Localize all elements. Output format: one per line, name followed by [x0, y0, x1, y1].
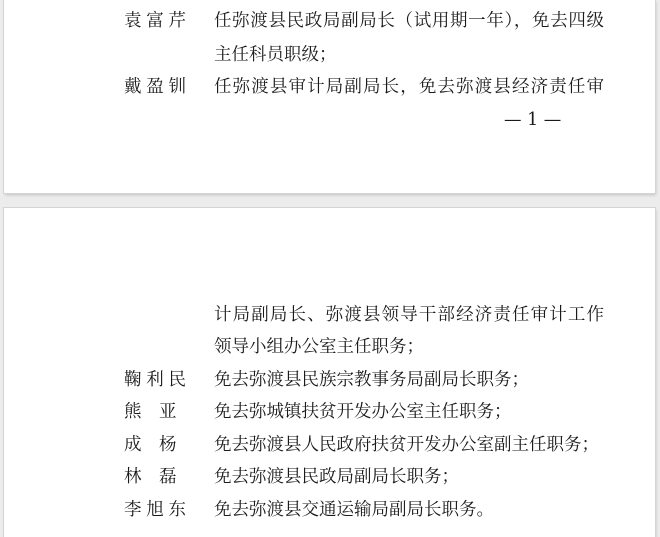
appointment-line: 主任科员职级；	[214, 45, 337, 65]
appointment-line: 任弥渡县民政局副局长（试用期一年），免去四级	[214, 11, 604, 31]
person-name: 戴盈钏	[124, 77, 186, 97]
person-name: 成 杨	[124, 435, 177, 455]
dismissal-line: 免去弥渡县民族宗教事务局副局长职务；	[214, 370, 529, 390]
page-number: — 1 —	[504, 110, 562, 130]
person-name: 鞠利民	[124, 370, 186, 390]
continuation-line: 领导小组办公室主任职务；	[214, 337, 424, 357]
appointment-line: 任弥渡县审计局副局长，免去弥渡县经济责任审	[214, 77, 604, 97]
document-page-2	[4, 208, 655, 537]
person-name: 袁富芹	[124, 11, 186, 31]
person-name: 熊 亚	[124, 402, 177, 422]
dismissal-line: 免去弥城镇扶贫开发办公室主任职务；	[214, 402, 512, 422]
continuation-line: 计局副局长、弥渡县领导干部经济责任审计工作	[214, 305, 604, 325]
document-page-1	[4, 0, 655, 193]
person-name: 林 磊	[124, 467, 177, 487]
dismissal-line: 免去弥渡县人民政府扶贫开发办公室副主任职务；	[214, 435, 599, 455]
dismissal-line: 免去弥渡县交通运输局副局长职务。	[214, 500, 494, 520]
dismissal-line: 免去弥渡县民政局副局长职务；	[214, 467, 459, 487]
person-name: 李旭东	[124, 500, 186, 520]
